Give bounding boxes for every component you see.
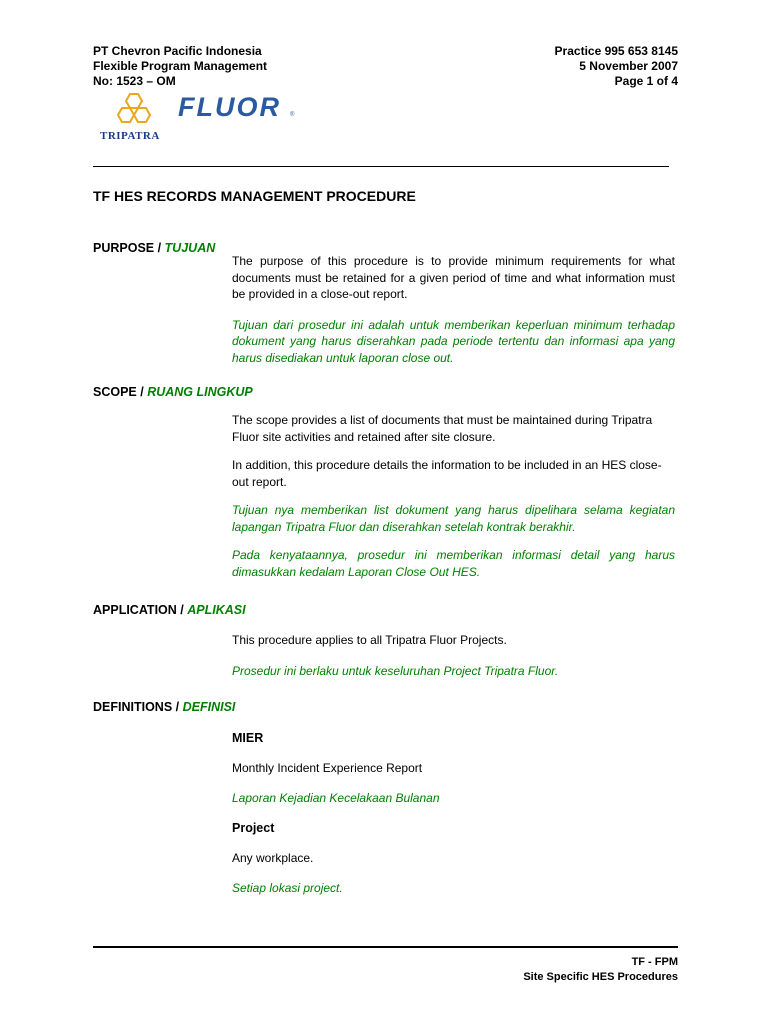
purpose-text-id: Tujuan dari prosedur ini adalah untuk memberikan keperluan minimum terhadap dokument yang harus diserahkan pada periode tertentu dan informasi apa yang harus disediakan untuk laporan close out. [232, 317, 675, 365]
scope-text-en-1: The scope provides a list of documents that must be maintained during Tripatra Fluor site activities and retained after site closure. [232, 413, 653, 444]
definitions-heading-id: DEFINISI [182, 700, 236, 714]
definition-text-id: Setiap lokasi project. [232, 881, 343, 895]
department-name: Flexible Program Management [93, 59, 268, 73]
application-text-en: This procedure applies to all Tripatra Fluor Projects. [232, 633, 507, 647]
definitions-heading [93, 700, 235, 714]
tripatra-wordmark: TRIPATRA [100, 130, 160, 142]
logos [96, 92, 316, 148]
tripatra-logo [96, 92, 176, 148]
application-heading [93, 603, 246, 617]
definition-term: Project [232, 821, 275, 835]
fluor-wordmark: FLUOR [178, 92, 281, 122]
company-name: PT Chevron Pacific Indonesia [93, 44, 262, 58]
document-title: TF HES RECORDS MANAGEMENT PROCEDURE [93, 188, 416, 204]
definition-text-en: Monthly Incident Experience Report [232, 761, 423, 775]
scope-heading-en: SCOPE / [93, 385, 148, 399]
definitions-heading-en: DEFINITIONS / [93, 700, 183, 714]
scope-heading [93, 385, 253, 399]
scope-body [232, 412, 675, 580]
tripatra-hexagon-icon [114, 92, 160, 128]
page-number: Page 1 of 4 [614, 74, 678, 88]
header-left [93, 44, 267, 89]
purpose-heading [93, 241, 215, 255]
application-body [232, 632, 675, 679]
purpose-heading-en: PURPOSE / [93, 241, 165, 255]
header-divider [93, 166, 669, 167]
scope-text-en-2: In addition, this procedure details the information to be included in an HES close-out report. [232, 458, 662, 489]
footer-line-2: Site Specific HES Procedures [523, 971, 678, 983]
document-date: 5 November 2007 [579, 59, 678, 73]
purpose-text-en: The purpose of this procedure is to provide minimum requirements for what documents must be retained for a given period of time and what information must be provided in a close-out report. [232, 254, 675, 301]
application-heading-id: APLIKASI [187, 603, 246, 617]
header-right [555, 44, 678, 89]
footer-divider [93, 946, 678, 948]
definition-text-en: Any workplace. [232, 851, 314, 865]
definition-term: MIER [232, 731, 264, 745]
scope-heading-id: RUANG LINGKUP [147, 385, 253, 399]
scope-text-id-2: Pada kenyataannya, prosedur ini memberikan informasi detail yang harus dimasukkan kedalam Laporan Close Out HES. [232, 548, 675, 579]
footer [523, 955, 678, 985]
document-number: No: 1523 – OM [93, 74, 176, 88]
purpose-body [232, 253, 675, 366]
scope-text-id-1: Tujuan nya memberikan list dokument yang harus dipelihara selama kegiatan lapangan Tripatra Fluor dan diserahkan setelah kontrak berakhir. [232, 503, 675, 534]
fluor-registered-mark: ® [290, 112, 295, 118]
practice-number: Practice 995 653 8145 [554, 44, 678, 58]
footer-line-1: TF - FPM [631, 956, 678, 968]
purpose-heading-id: TUJUAN [164, 241, 216, 255]
application-text-id: Prosedur ini berlaku untuk keseluruhan Project Tripatra Fluor. [232, 663, 559, 678]
definition-text-id: Laporan Kejadian Kecelakaan Bulanan [232, 791, 440, 805]
application-heading-en: APPLICATION / [93, 603, 188, 617]
